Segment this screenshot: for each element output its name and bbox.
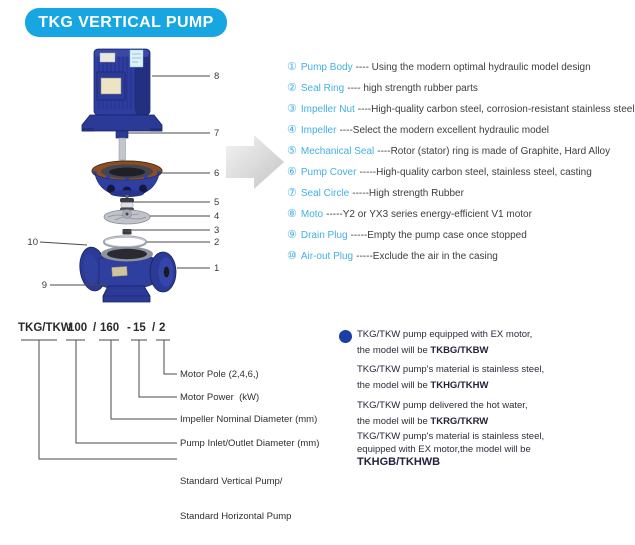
pump-cover-graphic — [92, 161, 162, 197]
part-desc: -----High strength Rubber — [352, 188, 464, 199]
label-impeller-dia: Impeller Nominal Diameter (mm) — [180, 414, 318, 425]
model-impeller-dia: 160 — [100, 322, 120, 334]
impeller-graphic — [104, 210, 150, 225]
note-stainless — [357, 362, 613, 394]
note-text: pump delivered the hot water, — [400, 400, 528, 411]
part-name: Pump Body — [300, 62, 353, 73]
motor-nameplate — [100, 53, 115, 62]
note-text: the model will be — [357, 380, 431, 391]
label-inlet-outlet: Pump Inlet/Outlet Diameter (mm) — [180, 438, 320, 449]
body-nameplate — [112, 266, 128, 276]
note-lead: TKG/TKW — [357, 329, 401, 340]
label-pump-type — [180, 453, 291, 545]
list-item — [287, 78, 615, 99]
callout-5: 5 — [214, 197, 220, 208]
circled-number: ⑨ — [287, 229, 297, 241]
callout-9: 9 — [41, 280, 47, 291]
circled-number: ⑧ — [287, 208, 297, 220]
note-model: TKBG/TKBW — [430, 345, 489, 356]
model-pole: 2 — [159, 322, 166, 334]
callout-10: 10 — [27, 237, 38, 248]
parts-list — [287, 57, 635, 267]
page-title: TKG VERTICAL PUMP — [38, 13, 214, 31]
part-desc: -----Empty the pump case once stopped — [350, 230, 527, 241]
model-variant-notes — [337, 327, 613, 470]
list-item — [287, 141, 615, 162]
circled-number: ⑥ — [287, 166, 297, 178]
circled-number: ⑤ — [287, 145, 297, 157]
part-desc: -----Y2 or YX3 series energy-efficient V1 motor — [326, 209, 532, 220]
list-item — [287, 162, 615, 183]
label-horizontal-pump: Standard Horizontal Pump — [180, 510, 292, 522]
circled-number: ⑩ — [287, 250, 297, 262]
pump-exploded-diagram — [15, 45, 290, 307]
note-lead: TKG/TKW — [357, 431, 401, 442]
list-item — [287, 183, 615, 204]
model-power: 15 — [133, 322, 146, 334]
note-stainless-ex — [357, 431, 613, 470]
circled-number: ① — [287, 61, 297, 73]
part-name: Pump Cover — [300, 167, 357, 178]
motor-label-sticker — [130, 50, 143, 67]
seal-ring-graphic — [104, 237, 146, 248]
model-series: TKG/TKW — [18, 322, 72, 334]
callout-2: 2 — [214, 237, 220, 248]
circled-number: ③ — [287, 103, 297, 115]
part-desc: ----High-quality carbon steel, corrosion-resistant stainless steel — [357, 104, 635, 115]
note-text: the model will be — [357, 416, 431, 427]
part-name: Air-out Plug — [300, 251, 354, 262]
pump-diagram-art — [15, 45, 290, 307]
bullet-icon — [339, 330, 352, 343]
note-hot-water — [357, 398, 613, 430]
callout-8: 8 — [214, 71, 220, 82]
pump-foot — [103, 286, 150, 302]
part-desc: ---- high strength rubber parts — [347, 83, 478, 94]
part-name: Impeller Nut — [300, 104, 355, 115]
circled-number: ④ — [287, 124, 297, 136]
circled-number: ② — [287, 82, 297, 94]
callout-6: 6 — [214, 168, 220, 179]
note-lead: TKG/TKW — [357, 364, 401, 375]
model-code-breakdown — [15, 322, 335, 522]
model-separator: - — [127, 322, 131, 334]
part-desc: ----Select the modern excellent hydraulic model — [339, 125, 549, 136]
note-text: the model will be — [357, 345, 431, 356]
note-text: pump's material is stainless steel, — [400, 431, 545, 442]
label-motor-power: Motor Power (kW) — [180, 392, 260, 403]
label-motor-pole: Motor Pole (2,4,6,) — [180, 369, 259, 380]
callout-7: 7 — [214, 128, 220, 139]
list-item — [287, 225, 615, 246]
model-separator: / — [152, 322, 156, 334]
motor-graphic — [82, 49, 162, 132]
note-lead: TKG/TKW — [357, 400, 401, 411]
list-item — [287, 120, 615, 141]
list-item — [287, 99, 635, 120]
list-item — [287, 246, 615, 267]
note-text: pump equipped with EX motor, — [400, 329, 533, 340]
part-name: Drain Plug — [300, 230, 348, 241]
pump-body-graphic — [77, 246, 176, 302]
note-model: TKRG/TKRW — [430, 416, 489, 427]
part-desc: ----Rotor (stator) ring is made of Graphite, Hard Alloy — [377, 146, 611, 157]
note-model: TKHGB/TKHWB — [357, 456, 441, 468]
callout-4: 4 — [214, 211, 220, 222]
label-vertical-pump: Standard Vertical Pump/ — [180, 476, 283, 487]
model-size: 100 — [68, 322, 88, 334]
right-arrow-icon — [226, 135, 284, 189]
part-name: Seal Circle — [300, 188, 350, 199]
list-item — [287, 57, 615, 78]
note-model: TKHG/TKHW — [430, 380, 489, 391]
model-separator: / — [93, 322, 97, 334]
callout-3: 3 — [214, 225, 220, 236]
part-name: Impeller — [300, 125, 337, 136]
part-desc: ---- Using the modern optimal hydraulic model design — [355, 62, 591, 73]
part-desc: -----Exclude the air in the casing — [356, 251, 498, 262]
note-text: pump's material is stainless steel, — [400, 364, 545, 375]
note-text: equipped with EX motor,the model will be — [357, 443, 531, 455]
part-name: Seal Ring — [300, 83, 345, 94]
circled-number: ⑦ — [287, 187, 297, 199]
title-banner — [25, 8, 227, 37]
list-item — [287, 204, 615, 225]
callout-1: 1 — [214, 263, 220, 274]
part-name: Moto — [300, 209, 324, 220]
part-desc: -----High-quality carbon steel, stainless steel, casting — [359, 167, 592, 178]
note-ex-motor — [357, 327, 613, 359]
part-name: Mechanical Seal — [300, 146, 375, 157]
